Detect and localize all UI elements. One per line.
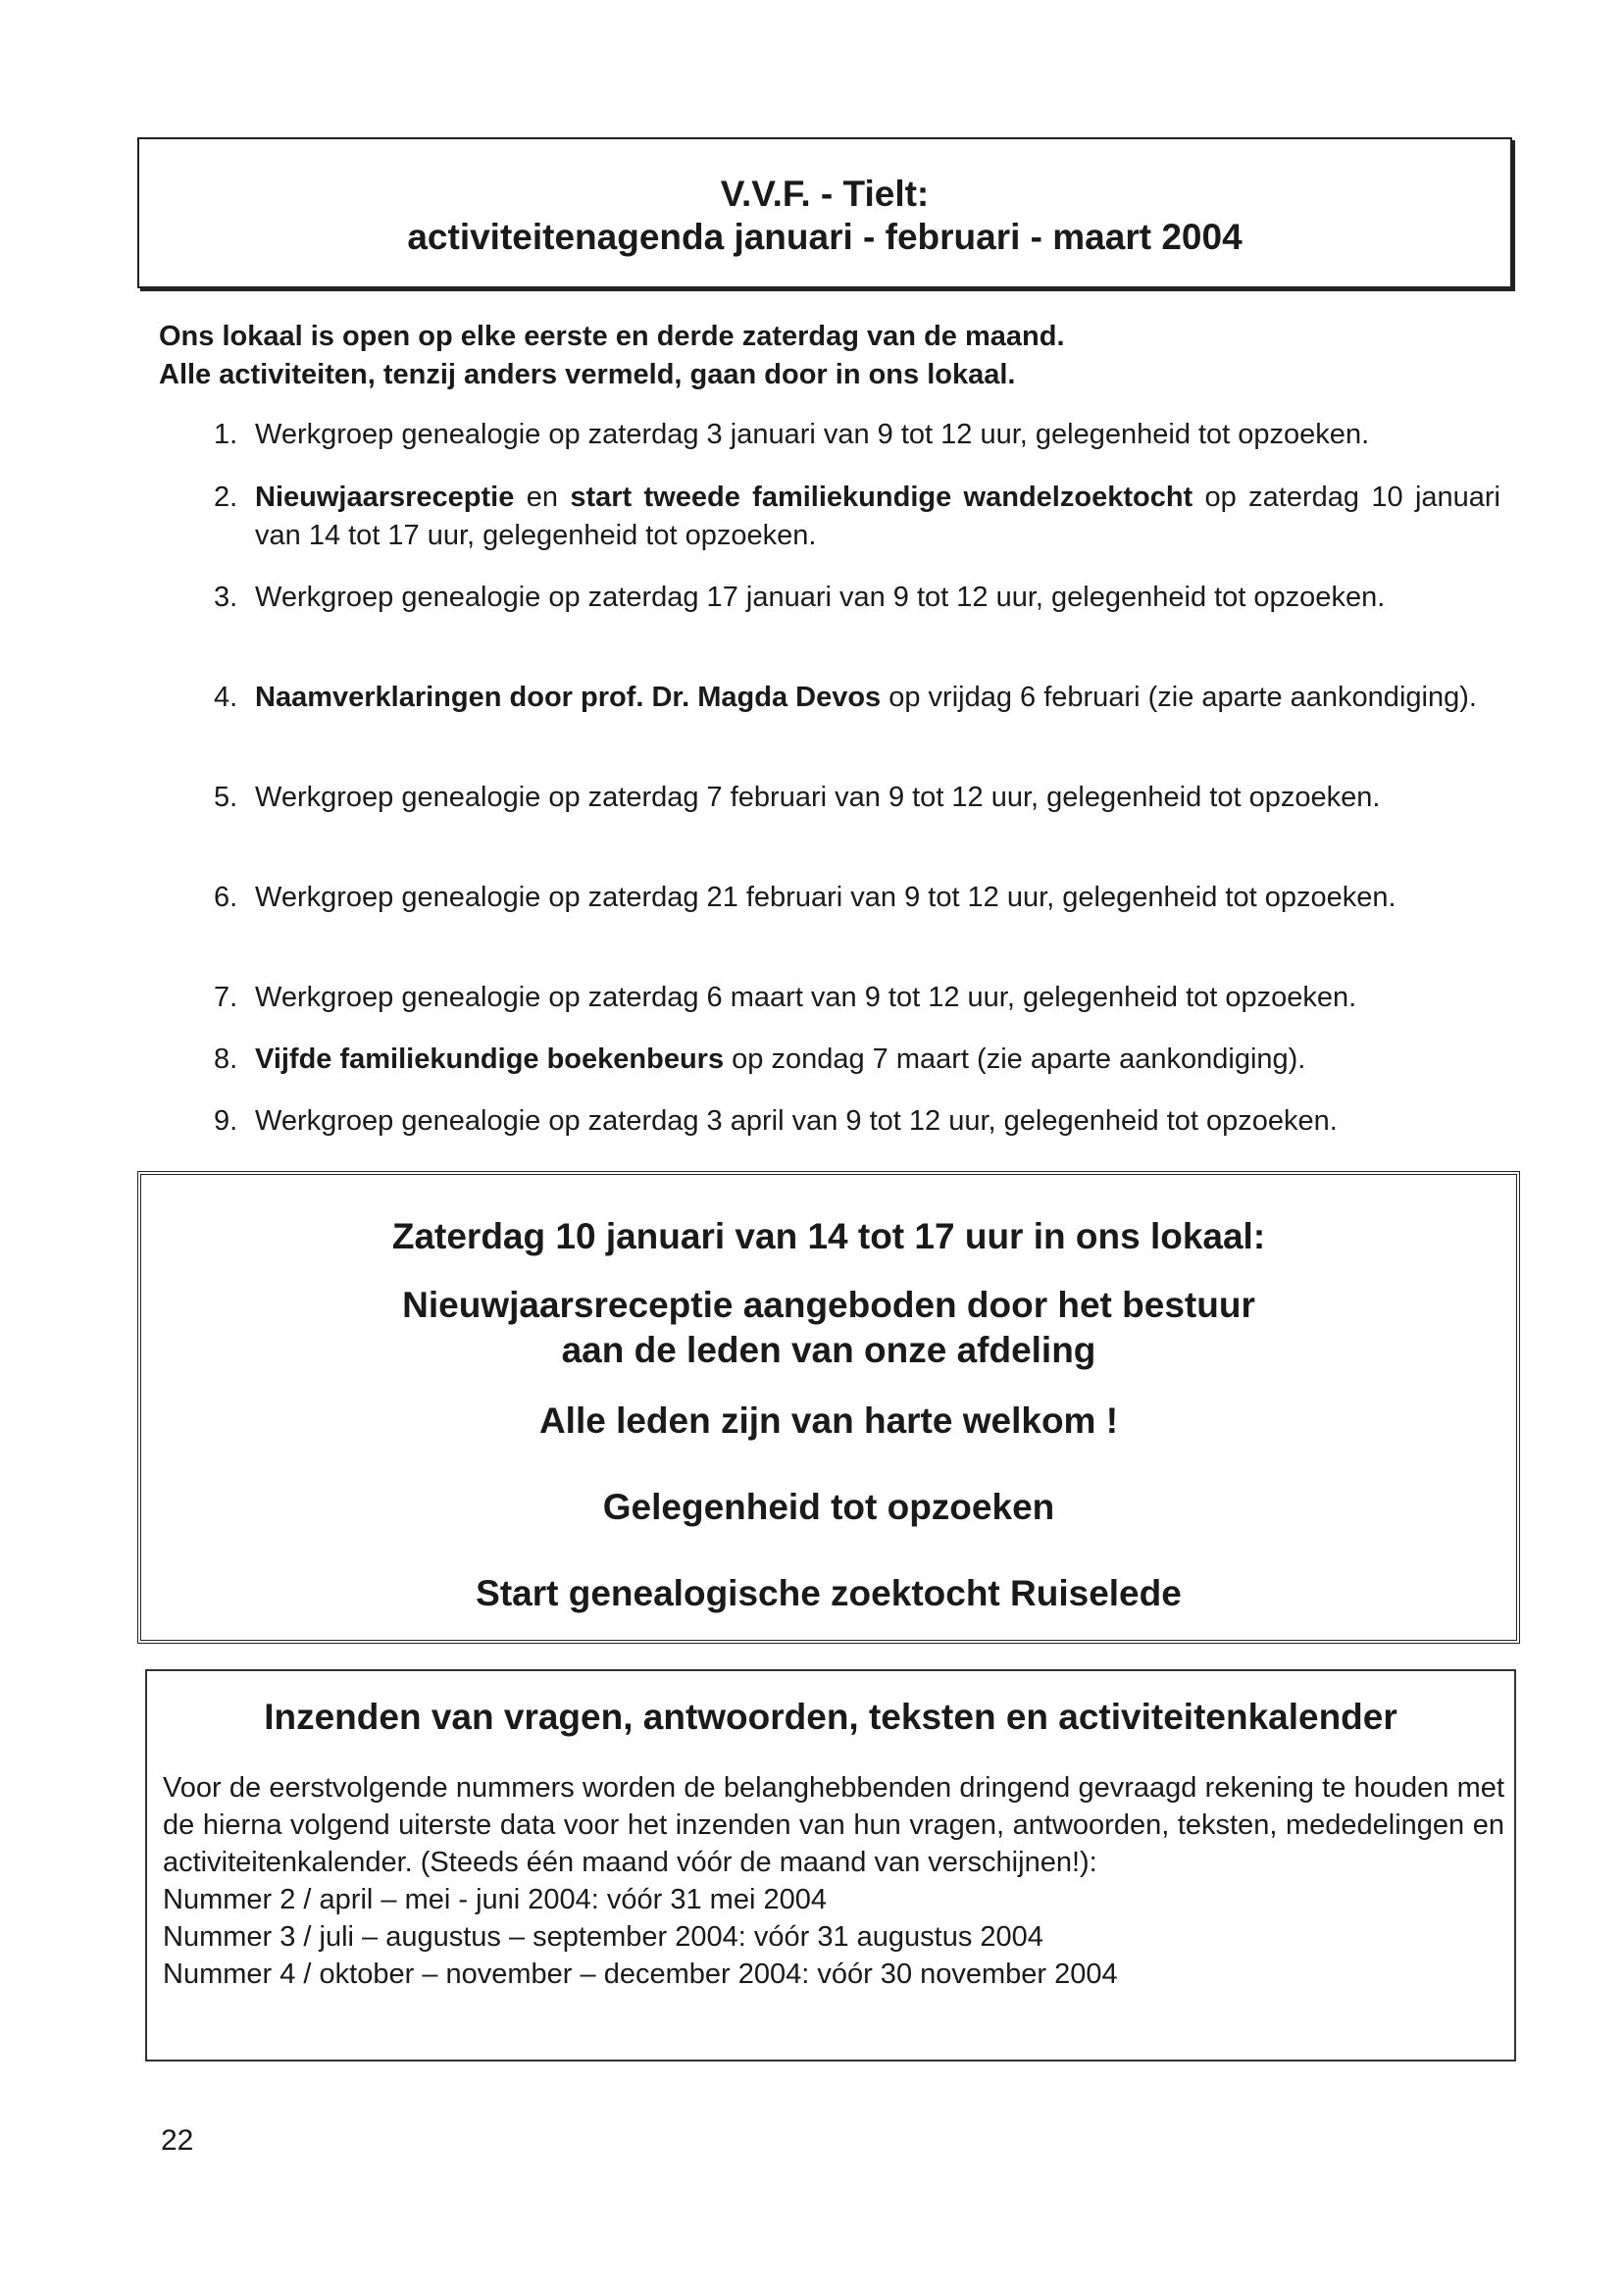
agenda-item bbox=[214, 679, 1500, 717]
item-text: Werkgroep genealogie op zaterdag 17 januari van 9 tot 12 uur, gelegenheid tot opzoeken. bbox=[255, 582, 1386, 613]
intro-line: Ons lokaal is open op elke eerste en derde zaterdag van de maand. bbox=[159, 321, 1065, 352]
submission-box bbox=[145, 1669, 1516, 2062]
agenda-item bbox=[214, 1102, 1500, 1141]
announcement-line: Nieuwjaarsreceptie aangeboden door het bestuur bbox=[402, 1285, 1255, 1325]
announcement-line: Start genealogische zoektocht Ruiselede bbox=[476, 1573, 1182, 1613]
item-bold: Nieuwjaarsreceptie bbox=[255, 482, 515, 513]
agenda-item bbox=[214, 579, 1500, 617]
item-number: 4. bbox=[214, 682, 238, 713]
deadline-line: Nummer 3 / juli – augustus – september 2004: vóór 31 augustus 2004 bbox=[163, 1921, 1043, 1953]
agenda-item bbox=[214, 979, 1500, 1017]
announcement-line: Alle leden zijn van harte welkom ! bbox=[538, 1400, 1119, 1441]
item-number: 3. bbox=[214, 582, 238, 613]
item-bold: Naamverklaringen door prof. Dr. Magda Devos bbox=[255, 682, 882, 713]
item-text: op vrijdag 6 februari (zie aparte aankondiging). bbox=[881, 682, 1477, 713]
agenda-item bbox=[214, 416, 1500, 454]
item-bold: start tweede familiekundige wandelzoektocht bbox=[570, 482, 1193, 513]
item-text: Werkgroep genealogie op zaterdag 21 februari van 9 tot 12 uur, gelegenheid tot opzoeken. bbox=[255, 882, 1396, 913]
item-text: en bbox=[514, 482, 571, 513]
item-bold: Vijfde familiekundige boekenbeurs bbox=[255, 1044, 725, 1075]
header-box bbox=[137, 137, 1512, 288]
announcement-line: Gelegenheid tot opzoeken bbox=[602, 1487, 1055, 1527]
item-text: Werkgroep genealogie op zaterdag 7 februari van 9 tot 12 uur, gelegenheid tot opzoeken. bbox=[255, 782, 1381, 813]
announcement-line: aan de leden van onze afdeling bbox=[561, 1330, 1096, 1370]
agenda-item bbox=[214, 879, 1500, 917]
agenda-item bbox=[214, 479, 1501, 555]
item-text: op zaterdag 10 januari van 14 tot 17 uur, gelegenheid tot opzoeken. bbox=[255, 482, 1501, 551]
item-number: 6. bbox=[214, 882, 238, 913]
item-number: 1. bbox=[214, 419, 238, 450]
item-number: 2. bbox=[214, 482, 238, 513]
agenda-item bbox=[214, 779, 1500, 817]
announcement-heading: Zaterdag 10 januari van 14 tot 17 uur in ons lokaal: bbox=[391, 1216, 1266, 1256]
header-subtitle: activiteitenagenda januari - februari - maart 2004 bbox=[407, 217, 1243, 258]
item-number: 9. bbox=[214, 1105, 238, 1137]
item-number: 5. bbox=[214, 782, 238, 813]
page-number: 22 bbox=[161, 2124, 194, 2157]
announcement-box bbox=[137, 1171, 1520, 1644]
intro-line: Alle activiteiten, tenzij anders vermeld, gaan door in ons lokaal. bbox=[159, 358, 1016, 390]
header-title: V.V.F. - Tielt: bbox=[720, 174, 930, 214]
submission-body bbox=[163, 1769, 1504, 1993]
item-number: 8. bbox=[214, 1044, 238, 1075]
submission-title: Inzenden van vragen, antwoorden, teksten en activiteitenkalender bbox=[264, 1697, 1397, 1737]
submission-paragraph: Voor de eerstvolgende nummers worden de belanghebbenden dringend gevraagd rekening te houden met de hierna volgend uiterste data voor het inzenden van hun vragen, antwoorden, teksten, mededelingen en activiteitenkalender. (Steeds één maand vóór de maand van verschijnen!): bbox=[163, 1772, 1504, 1878]
item-number: 7. bbox=[214, 982, 238, 1013]
deadline-line: Nummer 4 / oktober – november – december 2004: vóór 30 november 2004 bbox=[163, 1959, 1118, 1990]
item-text: Werkgroep genealogie op zaterdag 6 maart van 9 tot 12 uur, gelegenheid tot opzoeken. bbox=[255, 982, 1357, 1013]
item-text: op zondag 7 maart (zie aparte aankondiging). bbox=[724, 1044, 1306, 1075]
intro-text bbox=[159, 318, 1065, 393]
agenda-item bbox=[214, 1041, 1500, 1079]
item-text: Werkgroep genealogie op zaterdag 3 januari van 9 tot 12 uur, gelegenheid tot opzoeken. bbox=[255, 419, 1370, 450]
deadline-line: Nummer 2 / april – mei - juni 2004: vóór 31 mei 2004 bbox=[163, 1884, 827, 1915]
item-text: Werkgroep genealogie op zaterdag 3 april van 9 tot 12 uur, gelegenheid tot opzoeken. bbox=[255, 1105, 1338, 1137]
